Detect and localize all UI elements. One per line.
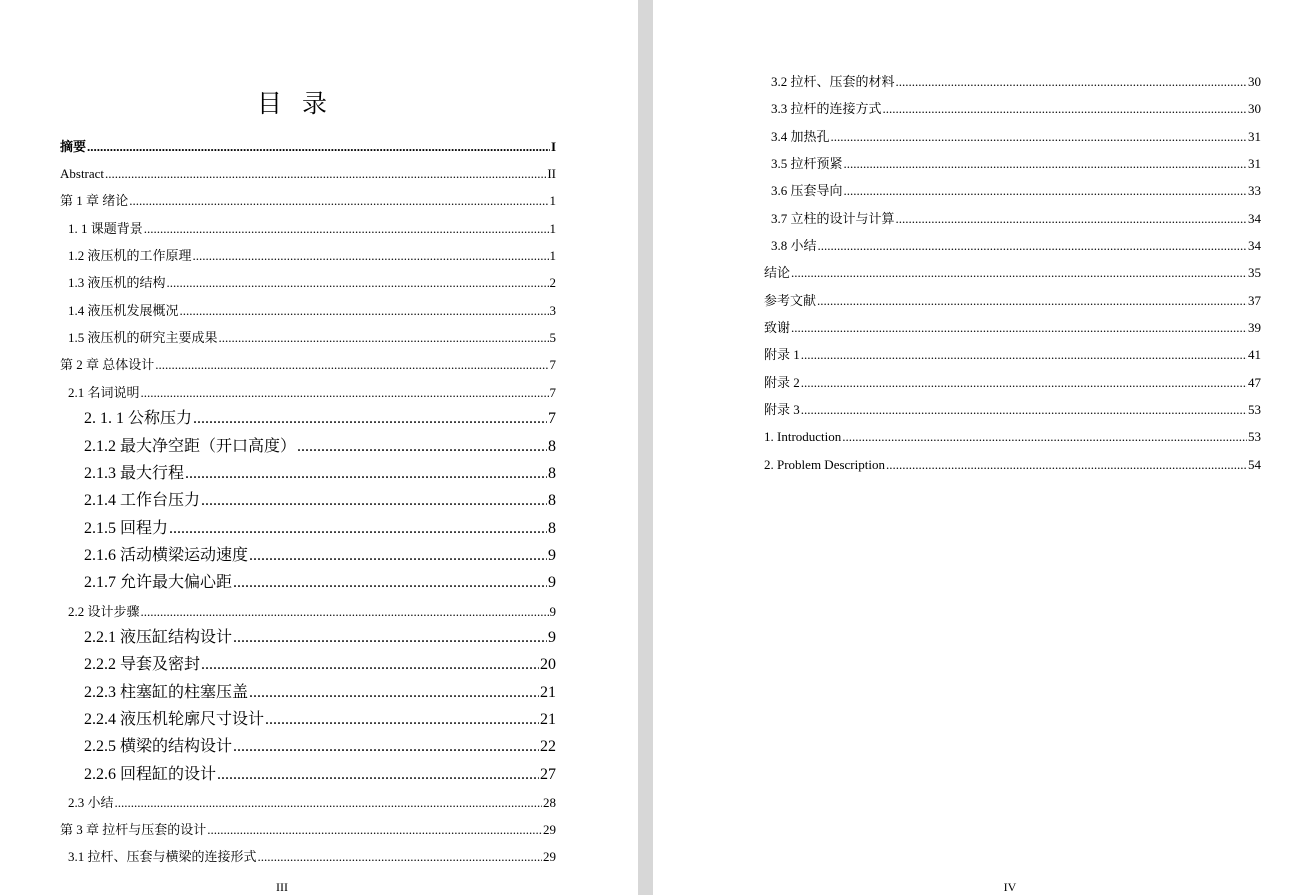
toc-title: 目 录 — [257, 89, 333, 118]
toc-entry[interactable]: 致谢 ..... 39 — [764, 317, 1261, 339]
toc-entry[interactable]: 1. 1 课题背景 ..... 1 — [68, 218, 556, 240]
toc-entry[interactable]: 第 2 章 总体设计 ..... 7 — [60, 354, 556, 376]
toc-entry[interactable]: 2.2.5 横梁的结构设计 ..... 22 — [84, 736, 556, 758]
toc-entry[interactable]: 1. Introduction ..... 53 — [764, 426, 1261, 448]
toc-entry[interactable]: 第 1 章 绪论 ..... 1 — [60, 190, 556, 212]
toc-entry[interactable]: 2. Problem Description ..... 54 — [764, 454, 1261, 476]
toc-entry[interactable]: 2.1.7 允许最大偏心距 ..... 9 — [84, 572, 556, 594]
page-number: IV — [1003, 880, 1017, 894]
toc-entry[interactable]: 附录 1 ..... 41 — [764, 344, 1261, 366]
toc-entry[interactable]: 3.6 压套导向 ..... 33 — [771, 180, 1261, 202]
toc-entry[interactable]: 2.2.4 液压机轮廓尺寸设计 ..... 21 — [84, 709, 556, 731]
toc-entry[interactable]: 1.5 液压机的研究主要成果 ..... 5 — [68, 327, 556, 349]
toc-entry[interactable]: 3.2 拉杆、压套的材料 ..... 30 — [771, 71, 1261, 93]
toc-entry[interactable]: 2.2.1 液压缸结构设计 ..... 9 — [84, 627, 556, 649]
toc-entry[interactable]: 2.1.5 回程力 ..... 8 — [84, 518, 556, 540]
page-number: III — [276, 880, 288, 894]
toc-entry[interactable]: 1.4 液压机发展概况 ..... 3 — [68, 300, 556, 322]
toc-entry[interactable]: 2.3 小结 ..... 28 — [68, 792, 556, 814]
toc-entry[interactable]: 附录 2 ..... 47 — [764, 372, 1261, 394]
document-page-right — [653, 0, 1310, 895]
toc-entry[interactable]: 2.2.2 导套及密封 ..... 20 — [84, 654, 556, 676]
toc-entry[interactable]: 第 3 章 拉杆与压套的设计 ..... 29 — [60, 819, 556, 841]
toc-entry[interactable]: 2.1.3 最大行程 ..... 8 — [84, 463, 556, 485]
toc-entry[interactable]: 1.3 液压机的结构 ..... 2 — [68, 272, 556, 294]
toc-entry[interactable]: 2. 1. 1 公称压力 ..... 7 — [84, 408, 556, 430]
toc-entry[interactable]: 摘要 ..... I — [60, 136, 556, 158]
toc-entry[interactable]: 2.1.6 活动横梁运动速度 ..... 9 — [84, 545, 556, 567]
toc-entry[interactable]: 3.1 拉杆、压套与横梁的连接形式 ..... 29 — [68, 846, 556, 868]
toc-entry[interactable]: 3.5 拉杆预紧 ..... 31 — [771, 153, 1261, 175]
toc-entry[interactable]: 3.3 拉杆的连接方式 ..... 30 — [771, 98, 1261, 120]
toc-entry[interactable]: 1.2 液压机的工作原理 ..... 1 — [68, 245, 556, 267]
toc-entry[interactable]: 2.2.3 柱塞缸的柱塞压盖 ..... 21 — [84, 682, 556, 704]
toc-entry[interactable]: Abstract ..... II — [60, 163, 556, 185]
toc-entry[interactable]: 2.2 设计步骤 ..... 9 — [68, 601, 556, 623]
toc-entry[interactable]: 2.1 名词说明 ..... 7 — [68, 382, 556, 404]
toc-entry[interactable]: 附录 3 ..... 53 — [764, 399, 1261, 421]
toc-entry[interactable]: 3.4 加热孔 ..... 31 — [771, 126, 1261, 148]
toc-entry[interactable]: 结论 ..... 35 — [764, 262, 1261, 284]
toc-entry[interactable]: 2.1.2 最大净空距（开口高度） ..... 8 — [84, 436, 556, 458]
toc-entry[interactable]: 2.1.4 工作台压力 ..... 8 — [84, 490, 556, 512]
toc-entry[interactable]: 3.8 小结 ..... 34 — [771, 235, 1261, 257]
toc-entry[interactable]: 2.2.6 回程缸的设计 ..... 27 — [84, 764, 556, 786]
document-page-left — [0, 0, 638, 895]
toc-entry[interactable]: 3.7 立柱的设计与计算 ..... 34 — [771, 208, 1261, 230]
toc-entry[interactable]: 参考文献 ..... 37 — [764, 290, 1261, 312]
